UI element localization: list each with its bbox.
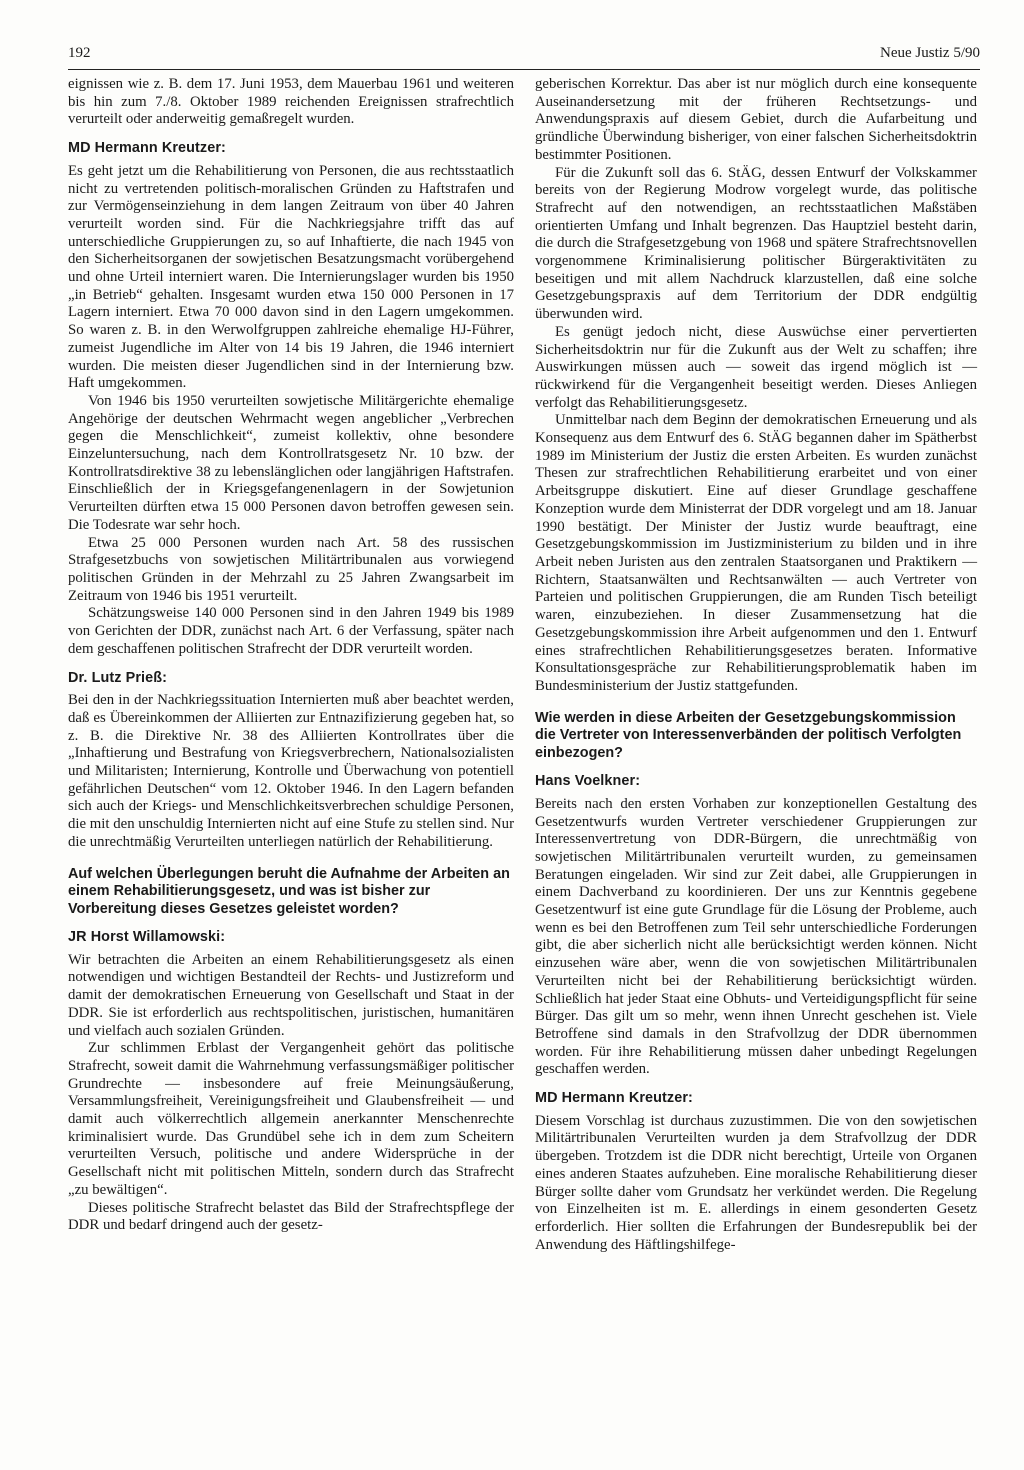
page-header: [68, 45, 980, 70]
speaker-name: Dr. Lutz Prieß:: [68, 669, 168, 686]
paragraph: Dieses politische Strafrecht belastet das Bild der Strafrechtspflege der DDR und bedarf dringend auch der gesetz-: [68, 1199, 514, 1234]
paragraph: Unmittelbar nach dem Beginn der demokratischen Erneuerung und als Konsequenz aus dem Entwurf des 6. StÄG begannen daher im Spätherbst 1989 im Ministerium der Justiz die ersten Arbeiten. Es wurden zunächst Thesen zur strafrechtlichen Rehabilitierung erarbeitet und von einer Arbeitsgruppe diskutiert. Eine auf dieser Grundlage geschaffene Konzeption wurde dem Ministerrat der DDR vorgelegt und am 18. Januar 1990 bestätigt. Der Minister der Justiz wurde beauftragt, eine Gesetzgebungskommission im Justizministerium zu bilden und in ihre Arbeit neben Juristen aus den zentralen Staatsorganen und Praktikern — Richtern, Staatsanwälten und Rechtsanwälten — auch Vertreter von Parteien und politischen Gruppierungen, die am Runden Tisch beteiligt waren, einzubeziehen. In dieser Zusammensetzung hat die Gesetzgebungskommission ihre Arbeit aufgenommen und den 1. Entwurf eines strafrechtlichen Rehabilitierungsgesetzes beraten. Informative Konsultationsgespräche zur Rehabilitierungsproblematik haben im Bundesministerium der Justiz stattgefunden.: [535, 412, 977, 694]
paragraph: Zur schlimmen Erblast der Vergangenheit gehört das politische Strafrecht, soweit damit die Wahrnehmung verfassungsmäßiger politischer Grundrechte — insbesondere auf freie Meinungsäußerung, Versammlungsfreiheit, Vereinigungsfreiheit und Glaubensfreiheit — und damit auch völkerrechtlich allgemein anerkannter Menschenrechte kriminalisiert wurde. Das Grundübel sehe ich in dem zum Scheitern verurteilten Versuch, politische und andere Widersprüche in der Gesellschaft nicht mit politischen Mitteln, sondern durch das Strafrecht „zu bewältigen“.: [68, 1040, 514, 1198]
paragraph: Es genügt jedoch nicht, diese Auswüchse einer pervertierten Sicherheitsdoktrin nur für die Zukunft aus der Welt zu schaffen; ihre Auswirkungen müssen auch — soweit das irgend möglich ist — rückwirkend für die Vergangenheit beseitigt werden. Dieses Anliegen verfolgt das Rehabilitierungsgesetz.: [535, 323, 977, 411]
journal-issue: Neue Justiz 5/90: [880, 45, 980, 61]
speaker-name: MD Hermann Kreutzer:: [535, 1090, 693, 1107]
paragraph: Bereits nach den ersten Vorhaben zur konzeptionellen Gestaltung des Gesetzentwurfs wurden Vertreter verschiedener Gruppierungen zur Interessenvertretung von DDR-Bürgern, die unrechtmäßig von sowjetischen Militärtribunalen verurteilt wurden, zu gemeinsamen Beratungen eingeladen. Wir sind zur Zeit dabei, alle Gruppierungen in einem Dachverband zu koordinieren. Der uns zur Kenntnis gegebene Gesetzentwurf ist eine gute Grundlage für die Lösung der Probleme, auch wenn es bei den Betroffenen zum Teil sehr unterschiedliche Forderungen gibt, die aber sicherlich nicht alle berücksichtigt werden können. Nicht einzusehen wäre aber, wenn die von sowjetischen Militärtribunalen Verurteilten nicht bei der Rehabilitierung berücksichtigt würden. Schließlich hat jeder Staat eine Obhuts- und Verteidigungspflicht für seine Bürger. Das gilt um so mehr, wenn ihnen Unrecht geschehen ist. Viele Betroffene sind damals in den Strafvollzug der DDR übernommen worden. Für ihre Rehabilitierung müssen daher unbedingt Regelungen geschaffen werden.: [535, 795, 977, 1078]
paragraph: Diesem Vorschlag ist durchaus zuzustimmen. Die von den sowjetischen Militärtribunalen Verurteilten wurden ja dem Strafvollzug der DDR übergeben. Trotzdem ist die DDR nicht berechtigt, Urteile von Organen eines anderen Staates aufzuheben. Eine moralische Rehabilitierung dieser Bürger sollte daher vom Grundsatz her verkündet werden. Die Regelung von Einzelheiten ist m. E. allerdings in einem gesonderten Gesetz erforderlich. Hier sollten die Erfahrungen der Bundesrepublik bei der Anwendung des Häftlingshilfege-: [535, 1112, 977, 1253]
paragraph: Wir betrachten die Arbeiten an einem Rehabilitierungsgesetz als einen notwendigen und wichtigen Bestandteil der Rechts- und Justizreform und damit der demokratischen Erneuerung von Gesellschaft und Staat in der DDR. Sie ist erforderlich aus rechtspolitischen, juristischen, humanitären und vielfach auch sozialen Gründen.: [68, 951, 514, 1039]
paragraph: Schätzungsweise 140 000 Personen sind in den Jahren 1949 bis 1989 von Gerichten der DDR, zunächst nach Art. 6 der Verfassung, später nach dem geschaffenen politischen Strafrecht der DDR verurteilt worden.: [68, 605, 514, 657]
page-number: 192: [68, 45, 91, 61]
speaker-name: MD Hermann Kreutzer:: [68, 140, 226, 157]
speaker-name: JR Horst Willamowski:: [68, 929, 226, 946]
interview-question: Auf welchen Überlegungen beruht die Aufnahme der Arbeiten an einem Rehabilitierungsgesetz, und was ist bisher zur Vorbereitung dieses Gesetzes geleistet worden?: [68, 865, 510, 917]
paragraph: Es geht jetzt um die Rehabilitierung von Personen, die aus rechtsstaatlich nicht zu vertretenden politisch-moralischen Gründen zu Haftstrafen und zur Vermögenseinziehung in dem langen Zeitraum von über 40 Jahren verurteilt worden sind. Für die Nachkriegsjahre trifft das auf unterschiedliche Gruppierungen zu, so auf Inhaftierte, die nach 1945 von den Sicherheitsorganen der sowjetischen Besatzungsmacht vorübergehend und ohne Urteil interniert waren. Die Internierungslager wurden bis 1950 „in Betrieb“ gehalten. Insgesamt wurden etwa 150 000 Personen in 17 Lagern interniert. Etwa 70 000 davon sind in den Lagern umgekommen. So waren z. B. in den Werwolfgruppen zahlreiche ehemalige HJ-Führer, zumeist Jugendliche im Alter von 14 bis 19 Jahren, die 1946 interniert wurden. Die meisten dieser Jugendlichen sind in der Internierung bzw. Haft umgekommen.: [68, 162, 514, 392]
paragraph: Für die Zukunft soll das 6. StÄG, dessen Entwurf der Volkskammer bereits von der Regierung Modrow vorgelegt wurde, das politische Strafrecht auf den notwendigen, an rechtsstaatlichen Maßstäben orientierten Umfang und Inhalt begrenzen. Das Hauptziel besteht darin, die durch die Strafgesetzgebung von 1968 und spätere Strafrechtsnovellen vorgenommene Kriminalisierung politischer Bürgeraktivitäten zu beseitigen und mit allem Nachdruck klarzustellen, daß eine solche Gesetzgebungspraxis auf dem Territorium der DDR endgültig überwunden wird.: [535, 164, 977, 323]
right-column: [535, 76, 977, 1254]
left-column: [68, 76, 514, 1235]
interview-question: Wie werden in diese Arbeiten der Gesetzgebungskommission die Vertreter von Interessenverbänden der politisch Verfolgten einbezogen?: [535, 709, 962, 761]
paragraph: geberischen Korrektur. Das aber ist nur möglich durch eine konsequente Auseinandersetzung mit der früheren Rechtsetzungs- und Anwendungspraxis auf diesem Gebiet, durch die Aufarbeitung und gründliche Überwindung bisheriger, von einer falschen Sicherheitsdoktrin bestimmter Positionen.: [535, 76, 977, 163]
paragraph: Bei den in der Nachkriegssituation Internierten muß aber beachtet werden, daß es Übereinkommen der Alliierten zur Entnazifizierung gegeben hat, so z. B. die Direktive Nr. 38 des Alliierten Kontrollrates über die „Inhaftierung und Bestrafung von Kriegsverbrechern, Nationalsozialisten und Militaristen; Internierung, Kontrolle und Überwachung von potentiell gefährlichen Deutschen“ vom 12. Oktober 1946. In den Lagern befanden sich auch der Kriegs- und Menschlichkeitsverbrechen schuldige Personen, die mit den unschuldig Internierten nicht auf eine Stufe zu stellen sind. Nur die unrechtmäßig Verurteilten unterliegen natürlich der Rehabilitierung.: [68, 692, 514, 850]
paragraph: eignissen wie z. B. dem 17. Juni 1953, dem Mauerbau 1961 und weiteren bis hin zum 7./8. Oktober 1989 reichenden Ereignissen strafrechtlich verurteilt oder anderweitig gemaßregelt wurden.: [68, 76, 514, 128]
paragraph: Etwa 25 000 Personen wurden nach Art. 58 des russischen Strafgesetzbuchs von sowjetischen Militärtribunalen aus vorwiegend politischen Gründen in der Mehrzahl zu 25 Jahren Zwangsarbeit im Zeitraum von 1946 bis 1951 verurteilt.: [68, 534, 514, 604]
speaker-name: Hans Voelkner:: [535, 773, 641, 790]
paragraph: Von 1946 bis 1950 verurteilten sowjetische Militärgerichte ehemalige Angehörige der deutschen Wehrmacht wegen angeblicher „Verbrechen gegen die Menschlichkeit“, zumeist kollektiv, ohne besondere Einzeluntersuchung, nach dem Kontrollratsgesetz Nr. 10 bzw. der Kontrollratsdirektive 38 zu lebenslänglichen oder langjährigen Haftstrafen. Einschließlich der in Kriegsgefangenenlagern in der Sowjetunion Verurteilten dürften etwa 15 000 Personen davon betroffen gewesen sein. Die Todesrate war sehr hoch.: [68, 392, 514, 533]
